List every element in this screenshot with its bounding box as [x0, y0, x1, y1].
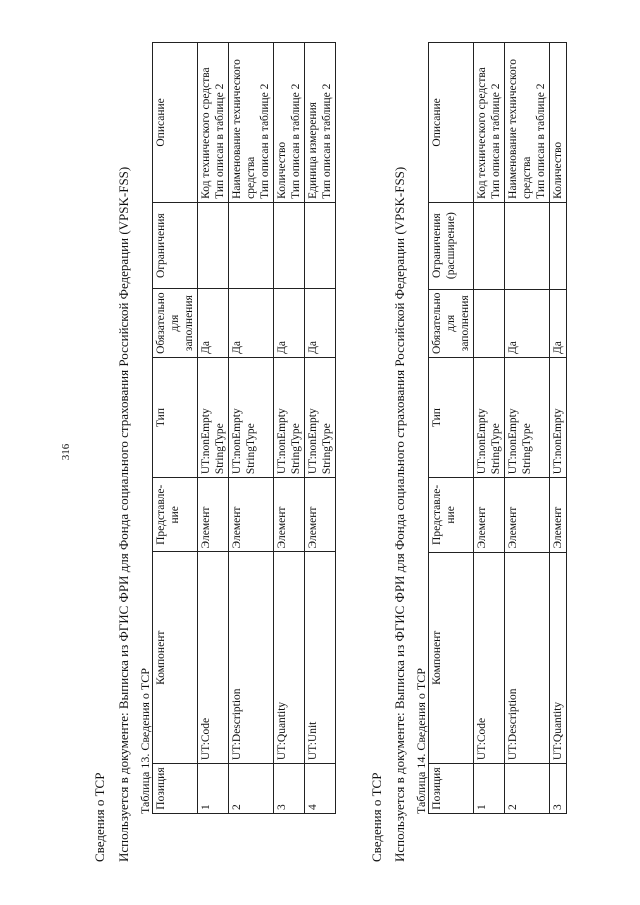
cell-component: UT:Quantity [550, 552, 567, 764]
column-header-restrictions: Ограничения [153, 202, 198, 289]
cell-component: UT:Quantity [274, 552, 305, 764]
table-header-row [153, 43, 198, 814]
cell-position: 1 [198, 764, 229, 814]
cell-description [198, 43, 229, 203]
cell-type: UT:nonEmpty StringType [274, 357, 305, 477]
cell-required: Да [305, 289, 336, 358]
table-row [550, 43, 567, 814]
cell-position: 1 [474, 764, 505, 814]
description-line: Количество [552, 141, 564, 199]
cell-representation: Элемент [505, 478, 550, 552]
cell-representation: Элемент [550, 478, 567, 552]
table-row [305, 43, 336, 814]
cell-restrictions [305, 202, 336, 289]
description-line: Тип описан в таблице 2 [214, 83, 226, 199]
column-header-representation: Представле-ние [153, 478, 198, 552]
description-line: Тип описан в таблице 2 [490, 83, 502, 199]
cell-description [550, 43, 567, 203]
cell-description [474, 43, 505, 203]
cell-required: Да [229, 289, 274, 358]
cell-type: UT:nonEmpty StringType [198, 357, 229, 477]
table-row [229, 43, 274, 814]
cell-restrictions [274, 202, 305, 289]
table-row [474, 43, 505, 814]
table-14 [428, 42, 567, 814]
section-1-used-in: Используется в документе: Выписка из ФГИС ФРИ для Фонда социального страхования Российской Федерации (VPSK-FSS) [116, 166, 131, 862]
cell-position: 2 [505, 764, 550, 814]
cell-component: UT:Description [229, 552, 274, 764]
cell-position: 3 [274, 764, 305, 814]
table-13 [152, 42, 336, 814]
cell-position: 3 [550, 764, 567, 814]
cell-component: UT:Code [474, 552, 505, 764]
cell-required: Да [505, 289, 550, 358]
section-1-heading: Сведения о ТСР [92, 772, 107, 862]
table-row [274, 43, 305, 814]
cell-required: Да [198, 289, 229, 358]
cell-description [505, 43, 550, 203]
cell-required [474, 289, 505, 358]
cell-restrictions [198, 202, 229, 289]
cell-type: UT:nonEmpty StringType [229, 357, 274, 477]
column-header-component: Компонент [429, 552, 474, 764]
cell-position: 4 [305, 764, 336, 814]
cell-position: 2 [229, 764, 274, 814]
column-header-type: Тип [429, 358, 474, 478]
description-line: Наименование технического средства [231, 59, 257, 199]
cell-restrictions [474, 202, 505, 289]
description-line: Тип описан в таблице 2 [535, 83, 547, 199]
column-header-required: Обязательно для заполнения [429, 289, 474, 358]
cell-type: UT:nonEmpty StringType [474, 358, 505, 478]
column-header-position: Позиция [153, 764, 198, 814]
cell-required: Да [274, 289, 305, 358]
cell-description [274, 43, 305, 203]
cell-type: UT:nonEmpty StringType [305, 357, 336, 477]
cell-representation: Элемент [198, 478, 229, 552]
rotated-page-content [92, 42, 592, 862]
cell-type: UT:nonEmpty StringType [505, 358, 550, 478]
description-line: Количество [276, 141, 288, 199]
column-header-component: Компонент [153, 552, 198, 764]
column-header-position: Позиция [429, 764, 474, 814]
column-header-required: Обязательно для заполнения [153, 289, 198, 358]
table-row [505, 43, 550, 814]
description-line: Наименование технического средства [507, 59, 533, 199]
cell-component: UT:Description [505, 552, 550, 764]
cell-description [305, 43, 336, 203]
description-line: Единица измерения [307, 102, 319, 199]
cell-representation: Элемент [229, 478, 274, 552]
cell-component: UT:Unit [305, 552, 336, 764]
table-13-caption: Таблица 13. Сведения о ТСР [138, 668, 152, 814]
table-row [198, 43, 229, 814]
description-line: Тип описан в таблице 2 [290, 83, 302, 199]
cell-description [229, 43, 274, 203]
description-line: Тип описан в таблице 2 [321, 83, 333, 199]
cell-restrictions [550, 202, 567, 289]
table-header-row [429, 43, 474, 814]
cell-representation: Элемент [474, 478, 505, 552]
cell-representation: Элемент [305, 478, 336, 552]
description-line: Код технического средства [476, 67, 488, 199]
description-line: Тип описан в таблице 2 [259, 83, 271, 199]
column-header-description: Описание [429, 43, 474, 203]
cell-restrictions [505, 202, 550, 289]
cell-required: Да [550, 289, 567, 358]
cell-type: UT:nonEmpty [550, 358, 567, 478]
cell-representation: Элемент [274, 478, 305, 552]
column-header-description: Описание [153, 43, 198, 203]
table-14-caption: Таблица 14. Сведения о ТСР [414, 668, 428, 814]
cell-component: UT:Code [198, 552, 229, 764]
column-header-restrictions: Ограничения (расширение) [429, 202, 474, 289]
description-line: Код технического средства [200, 67, 212, 199]
section-2-heading: Сведения о ТСР [369, 772, 384, 862]
column-header-type: Тип [153, 357, 198, 477]
page-number: 316 [60, 443, 72, 461]
section-2-used-in: Используется в документе: Выписка из ФГИС ФРИ для Фонда социального страхования Российской Федерации (VPSK-FSS) [392, 166, 407, 862]
cell-restrictions [229, 202, 274, 289]
column-header-representation: Представле-ние [429, 478, 474, 552]
